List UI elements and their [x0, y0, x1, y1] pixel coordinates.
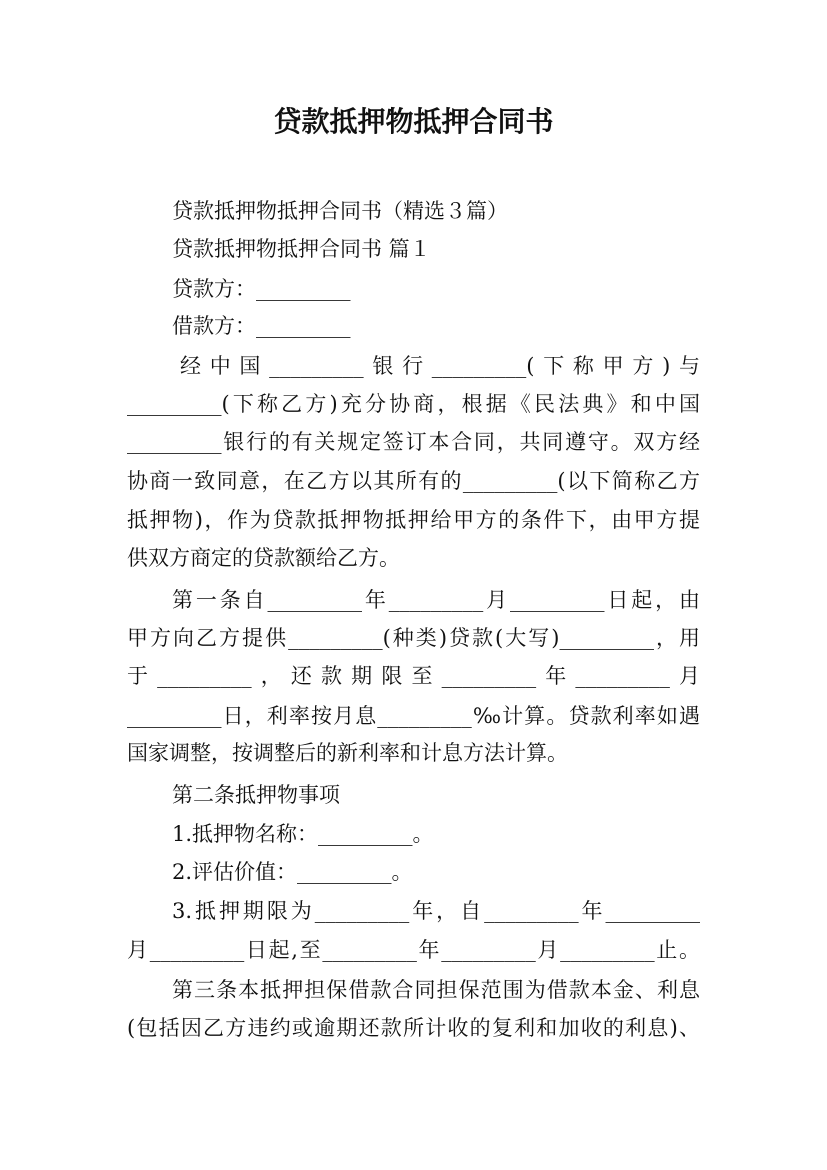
subtitle-line: 贷款抵押物抵押合同书（精选３篇）: [172, 199, 508, 223]
paragraph-line: 月_________日起,至_________年_________月_________止。: [127, 938, 700, 962]
article-heading: 第二条抵押物事项: [172, 783, 340, 807]
paragraph-line: 第三条本抵押担保借款合同担保范围为借款本金、利息: [172, 978, 700, 1002]
lender-field: 贷款方：_________: [172, 277, 351, 301]
paragraph-line: _________(下称乙方)充分协商，根据《民法典》和中国: [127, 392, 700, 416]
document-title: 贷款抵押物抵押合同书: [273, 105, 554, 138]
paragraph-line: _________银行的有关规定签订本合同，共同遵守。双方经: [127, 430, 700, 454]
paragraph-line: 于_________，还款期限至_________年_________月: [127, 664, 700, 688]
list-item: 3.抵押期限为_________年，自_________年_________: [172, 899, 700, 923]
paragraph-line: 第一条自_________年_________月_________日起，由: [172, 588, 700, 612]
paragraph-line: 抵押物)，作为贷款抵押物抵押给甲方的条件下，由甲方提: [127, 508, 700, 532]
paragraph-line: 供双方商定的贷款额给乙方。: [127, 546, 400, 570]
paragraph-line: 甲方向乙方提供_________(种类)贷款(大写)_________，用: [127, 626, 700, 650]
paragraph-line: _________日，利率按月息_________‰计算。贷款利率如遇: [127, 704, 700, 728]
list-item: 1.抵押物名称：_________。: [172, 822, 434, 846]
list-item: 2.评估价值：_________。: [172, 860, 413, 884]
paragraph-line: (包括因乙方违约或逾期还款所计收的复利和加收的利息)、: [127, 1016, 700, 1040]
section-heading: 贷款抵押物抵押合同书 篇１: [172, 237, 431, 261]
paragraph-line: 国家调整，按调整后的新利率和计息方法计算。: [127, 741, 568, 765]
borrower-field: 借款方：_________: [172, 314, 351, 338]
paragraph-line: 协商一致同意，在乙方以其所有的_________(以下简称乙方: [127, 469, 700, 493]
paragraph-line: 经中国_________银行_________(下称甲方)与: [180, 354, 700, 378]
